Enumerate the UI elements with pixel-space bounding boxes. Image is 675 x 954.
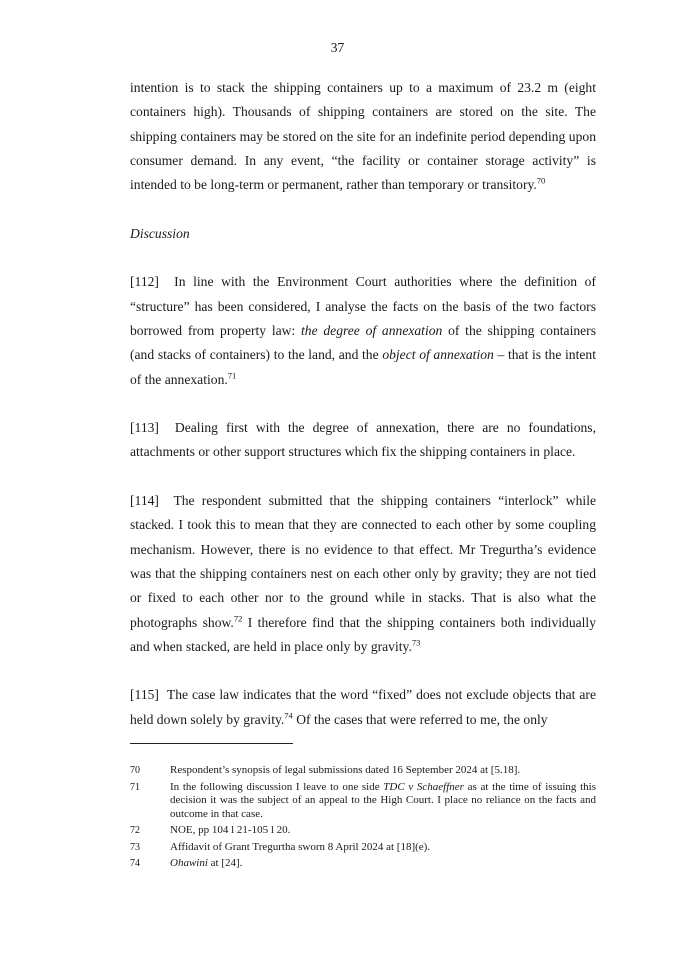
- footnotes: [130, 764, 596, 874]
- italic-term: object of annexation: [382, 347, 494, 363]
- footnote-text: Affidavit of Grant Tregurtha sworn 8 April 2024 at [18](e).: [170, 840, 431, 853]
- body-text: [130, 76, 596, 732]
- footnote-text-part: In the following discussion I leave to one side: [170, 780, 384, 793]
- paragraph-number: [112]: [130, 274, 159, 290]
- paragraph-text: Of the cases that were referred to me, the only: [292, 711, 548, 727]
- paragraph-text: The case law indicates that the word “fixed” does not exclude objects that are held down solely by gravity.: [130, 687, 596, 727]
- footnote-73: [130, 841, 596, 855]
- paragraph-112: [130, 270, 596, 391]
- paragraph-114: [130, 489, 596, 659]
- paragraph-113: [130, 416, 596, 465]
- paragraph-text: I therefore find that the shipping containers both individually and when stacked, are held in place only by gravity.: [130, 614, 596, 654]
- paragraph-text: – that is the intent of the annexation.: [130, 347, 596, 387]
- footnote-ref-71[interactable]: 71: [227, 370, 237, 381]
- paragraph-115: [130, 683, 596, 732]
- footnote-number: 74: [130, 858, 140, 869]
- paragraph-number: [115]: [130, 687, 159, 703]
- footnote-text-part: at [24].: [207, 857, 243, 869]
- page-number: 37: [330, 40, 345, 55]
- footnote-text-part: as at the time of issuing this decision it was the subject of an appeal to the High Court. I place no reliance on the facts and outcome in that case.: [170, 780, 596, 820]
- italic-term: the degree of annexation: [301, 322, 443, 338]
- footnote-ref-73[interactable]: 73: [411, 637, 421, 648]
- footnote-text: NOE, pp 104 l 21-105 l 20.: [170, 824, 291, 836]
- continued-paragraph-text: intention is to stack the shipping containers up to a maximum of 23.2 m (eight containers high). Thousands of shipping containers are stored on the site. The shipping containers may be stored on the site for an indefinite period depending upon consumer demand. In any event, “the facility or container storage activity” is intended to be long-term or permanent, rather than temporary or transitory.: [130, 80, 596, 193]
- footnote-text: [170, 857, 596, 871]
- footnote-72: [130, 824, 596, 838]
- footnote-text: Respondent’s synopsis of legal submissions dated 16 September 2024 at [5.18].: [170, 764, 521, 776]
- paragraph-text: Dealing first with the degree of annexation, there are no foundations, attachments or other support structures which fix the shipping containers in place.: [130, 420, 596, 460]
- footnote-ref-70[interactable]: 70: [536, 175, 546, 186]
- footnote-number: 71: [130, 781, 140, 793]
- footnote-text: [170, 781, 596, 822]
- footnote-70: [130, 764, 596, 778]
- footnote-divider: [130, 743, 293, 744]
- paragraph-text: of the shipping containers (and stacks of containers) to the land, and the: [130, 322, 596, 363]
- continued-paragraph: [130, 76, 596, 197]
- footnote-number: 70: [130, 765, 140, 776]
- footnote-number: 73: [130, 841, 140, 853]
- paragraph-text: The respondent submitted that the shipping containers “interlock” while stacked. I took this to mean that they are connected to each other by some coupling mechanism. However, there is no evidence to that effect. Mr Tregurtha’s evidence was that the shipping containers nest on each other only by gravity; they are not tied or fixed to each other nor to the ground while in stacks. That is also what the photographs show.: [130, 493, 596, 630]
- footnote-number: 72: [130, 825, 140, 836]
- paragraph-number: [113]: [130, 420, 159, 436]
- section-heading: Discussion: [130, 225, 190, 241]
- footnote-ref-74[interactable]: 74: [284, 710, 293, 721]
- paragraph-text: In line with the Environment Court authorities where the definition of “structure” has been considered, I analyse the facts on the basis of the two factors borrowed from property law:: [130, 274, 596, 338]
- footnote-71: [130, 781, 596, 822]
- footnote-ref-72[interactable]: 72: [233, 613, 243, 623]
- case-name: Ohawini: [170, 857, 208, 869]
- case-name: TDC v Schaeffner: [383, 780, 464, 793]
- paragraph-number: [114]: [130, 493, 159, 509]
- footnote-74: [130, 857, 596, 871]
